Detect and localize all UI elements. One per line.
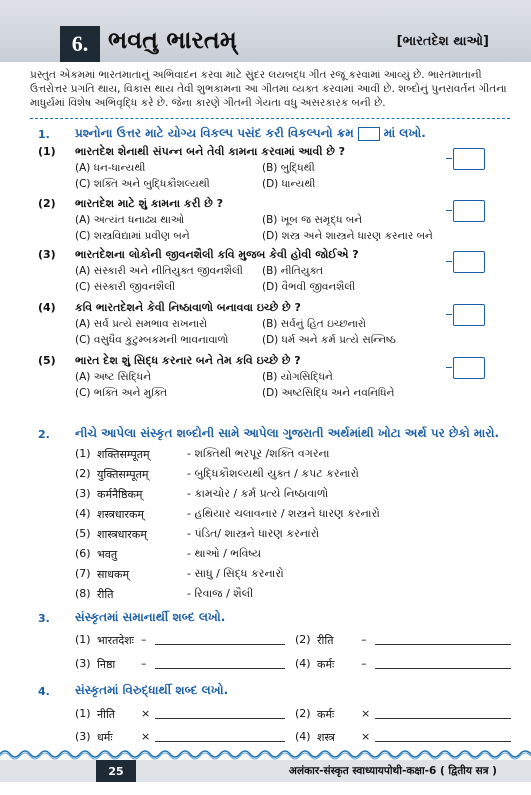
mcq-option-b: (B) બુદ્ધિથી <box>262 162 315 174</box>
mcq-question: ભારતદેશ શેનાથી સંપન્ન બને તેવી કામના કરવામાં આવી છે ? <box>75 145 346 158</box>
row-number: (4) <box>75 507 91 520</box>
mcq-option-b: (B) નીતિયુક્ત <box>262 265 324 277</box>
mcq-item-number: (5) <box>38 354 56 367</box>
q1-text-before: પ્રશ્નોના ઉત્તર માટે યોગ્ય વિકલ્પ પસંદ કરી વિકલ્પનો ક્રમ <box>75 126 354 140</box>
answer-dash <box>446 367 452 368</box>
word-meaning-row <box>75 587 505 603</box>
mcq-option-a: (A) અષ્ટ સિદ્ધિને <box>75 371 152 383</box>
mcq-option-a: (A) સંસ્કારી અને નીતિયુક્ત જીવનશૈલી <box>75 265 243 277</box>
sanskrit-word: कर्मः <box>317 708 335 721</box>
sanskrit-word: शस्त्रधारकम् <box>97 508 144 521</box>
mcq-option-d: (D) શસ્ત્ર અને શાસ્ત્રને ધારણ કરનાર બને <box>262 230 433 242</box>
row-number: (8) <box>75 587 91 600</box>
q2-heading: નીચે આપેલા સંસ્કૃત શબ્દોની સામે આપેલા ગુજરાતી અર્થમાંથી ખોટા અર્થ પર છેકો મારો. <box>75 426 500 440</box>
mcq-option-c: (C) શક્તિ અને બુદ્ધિકૌશલ્યથી <box>75 178 210 190</box>
word-meaning-row <box>75 487 505 503</box>
gujarati-meanings[interactable]: - હથિયાર ચલાવનાર / શસ્ત્રને ધારણ કરનારો <box>187 507 380 520</box>
gujarati-meanings[interactable]: - કામચોર / કર્મ પ્રત્યે નિષ્ઠાવાળો <box>187 487 329 500</box>
sanskrit-word: निष्ठा <box>97 658 116 671</box>
sanskrit-word: शास्त्रधारकम् <box>97 528 147 541</box>
sanskrit-word: युक्तिसम्पूतम् <box>97 468 149 481</box>
answer-line[interactable] <box>155 718 285 719</box>
row-number: (7) <box>75 567 91 580</box>
mcq-item-number: (2) <box>38 197 56 210</box>
lesson-header <box>0 0 531 62</box>
mcq-option-a: (A) અત્યંત ધનાઢ્ય થાઓ <box>75 214 185 226</box>
relation-symbol: × <box>361 730 371 743</box>
section-divider <box>30 118 510 119</box>
item-number: (1) <box>75 633 91 646</box>
mcq-item-number: (3) <box>38 248 56 261</box>
item-number: (4) <box>295 730 311 743</box>
sanskrit-word: भवतु <box>97 548 118 561</box>
intro-paragraph: પ્રસ્તુત એકમમાં ભારતમાતાનું અભિવાદન કરવા માટે સુંદર લયબદ્ધ ગીત રજૂ કરવામાં આવ્યું છે. ભારતમાતાની ઉત્તરોત્તર પ્રગતિ થાય, વિકાસ થાય તેવી શુભકામના આ ગીતમાં વ્યક્ત કરવામાં આવી છે. શબ્દોનું પુનરાવર્તન ગીતના માધુર્યમાં વિશેષ અભિવૃદ્ધિ કરે છે. જેના કારણે ગીતની ગેયતા વધુ અસરકારક બની છે. <box>30 69 507 109</box>
q1-text-after: માં લખો. <box>383 126 426 140</box>
answer-line[interactable] <box>155 644 285 645</box>
relation-symbol: – <box>141 633 147 646</box>
sanskrit-word: साधकम् <box>97 568 130 581</box>
mcq-option-b: (B) યોગસિદ્ધિને <box>262 371 333 383</box>
q1-number: 1. <box>38 128 50 141</box>
item-number: (2) <box>295 633 311 646</box>
gujarati-meanings[interactable]: - શક્તિથી ભરપૂર /શક્તિ વગરના <box>187 447 330 460</box>
answer-box[interactable] <box>453 251 485 273</box>
sanskrit-word: कर्मनैष्ठिकम् <box>97 488 143 501</box>
answer-line[interactable] <box>375 644 511 645</box>
answer-dash <box>446 210 452 211</box>
sanskrit-word: शक्तिसम्पूतम् <box>97 448 150 461</box>
row-number: (6) <box>75 547 91 560</box>
mcq-option-b: (B) ખૂબ જ સમૃદ્ધ બને <box>262 214 363 226</box>
mcq-question: ભારતદેશના લોકોની જીવનશૈલી કવિ મુજબ કેવી હોવી જોઈએ ? <box>75 248 359 261</box>
sanskrit-word: नीति <box>97 708 116 721</box>
mcq-option-c: (C) શસ્ત્રવિદ્યામાં પ્રવીણ બને <box>75 230 190 242</box>
mcq-question: ભારતદેશ માટે શું કામના કરી છે ? <box>75 197 224 210</box>
answer-box[interactable] <box>453 304 485 326</box>
mcq-option-a: (A) ધન-ધાન્યથી <box>75 162 146 174</box>
gujarati-meanings[interactable]: - રિવાજ / શૈલી <box>187 587 254 600</box>
item-number: (1) <box>75 707 91 720</box>
gujarati-meanings[interactable]: - થાઓ / ભવિષ્ય <box>187 547 262 560</box>
page-number: 25 <box>96 760 136 782</box>
lesson-title: ભવતુ ભારતમ્ <box>108 26 237 54</box>
mcq-option-d: (D) ધાન્યથી <box>262 178 316 190</box>
answer-line[interactable] <box>375 718 511 719</box>
mcq-question: કવિ ભારતદેશને કેવી નિષ્ઠાવાળો બનાવવા ઇચ્છે છે ? <box>75 301 301 314</box>
q4-heading: સંસ્કૃતમાં વિરુદ્ધાર્થી શબ્દ લખો. <box>75 683 229 697</box>
sanskrit-word: रीति <box>317 634 334 647</box>
q1-heading <box>75 126 426 141</box>
relation-symbol: × <box>141 730 151 743</box>
inline-answer-box <box>358 127 380 141</box>
item-number: (4) <box>295 657 311 670</box>
mcq-option-a: (A) સર્વ પ્રત્યે સમભાવ રાખનારો <box>75 318 208 330</box>
answer-dash <box>446 158 452 159</box>
answer-line[interactable] <box>375 668 511 669</box>
row-number: (3) <box>75 487 91 500</box>
row-number: (1) <box>75 447 91 460</box>
row-number: (2) <box>75 467 91 480</box>
answer-box[interactable] <box>453 357 485 379</box>
word-meaning-row <box>75 547 505 563</box>
q4-number: 4. <box>38 685 50 698</box>
answer-line[interactable] <box>155 741 285 742</box>
lesson-subtitle: [ભારતદેશ થાઓ] <box>396 34 489 49</box>
answer-line[interactable] <box>375 741 511 742</box>
word-meaning-row <box>75 527 505 543</box>
answer-box[interactable] <box>453 148 485 170</box>
sanskrit-word: शस्त्र <box>317 731 335 744</box>
mcq-option-d: (D) ધર્મ અને કર્મ પ્રત્યે સન્નિષ્ઠ <box>262 334 396 346</box>
gujarati-meanings[interactable]: - સાધુ / સિદ્ધ કરનારો <box>187 567 284 580</box>
word-meaning-row <box>75 467 505 483</box>
mcq-option-c: (C) વસુધૈવ કુટુમ્બકમની ભાવનાવાળો <box>75 334 229 346</box>
relation-symbol: – <box>141 657 147 670</box>
mcq-option-c: (C) ભક્તિ અને મુક્તિ <box>75 387 168 399</box>
item-number: (3) <box>75 657 91 670</box>
word-meaning-row <box>75 507 505 523</box>
row-number: (5) <box>75 527 91 540</box>
mcq-question: ભારત દેશ શું સિદ્ધ કરનાર બને તેમ કવિ ઇચ્છે છે ? <box>75 354 301 367</box>
relation-symbol: – <box>361 633 367 646</box>
mcq-item-number: (1) <box>38 145 56 158</box>
answer-dash <box>446 314 452 315</box>
mcq-option-b: (B) સર્વનું હિત ઇચ્છનારો <box>262 318 367 330</box>
page-footer <box>0 748 531 795</box>
q3-number: 3. <box>38 612 50 625</box>
sanskrit-word: धर्मः <box>97 731 113 744</box>
relation-symbol: × <box>141 707 151 720</box>
mcq-item-number: (4) <box>38 301 56 314</box>
gujarati-meanings[interactable]: - બુદ્ધિકૌશલ્યથી યુક્ત / કપટ કરનારો <box>187 467 359 480</box>
word-meaning-row <box>75 447 505 463</box>
item-number: (2) <box>295 707 311 720</box>
relation-symbol: – <box>361 657 367 670</box>
footer-book-title: अलंकार-संस्कृत स्वाध्यायपोथी-कक्षा-6 ( द्वितीय सत्र ) <box>288 765 497 777</box>
mcq-option-d: (D) વૈભવી જીવનશૈલી <box>262 281 356 293</box>
sanskrit-word: कर्मः <box>317 658 335 671</box>
mcq-option-c: (C) સંસ્કારી જીવનશૈલી <box>75 281 176 293</box>
answer-dash <box>446 261 452 262</box>
wave-border-icon <box>0 748 531 760</box>
item-number: (3) <box>75 730 91 743</box>
q3-heading: સંસ્કૃતમાં સમાનાર્થી શબ્દ લખો. <box>75 610 226 624</box>
mcq-option-d: (D) અષ્ટસિદ્ધિ અને નવનિધિને <box>262 387 395 399</box>
relation-symbol: × <box>361 707 371 720</box>
q2-number: 2. <box>38 428 50 441</box>
answer-box[interactable] <box>453 200 485 222</box>
gujarati-meanings[interactable]: - પંડિત/ શાસ્ત્રને ધારણ કરનારો <box>187 527 320 540</box>
lesson-number: 6. <box>60 26 100 62</box>
answer-line[interactable] <box>155 668 285 669</box>
word-meaning-row <box>75 567 505 583</box>
sanskrit-word: रीति <box>97 588 114 601</box>
sanskrit-word: भारतदेशः <box>97 634 134 647</box>
